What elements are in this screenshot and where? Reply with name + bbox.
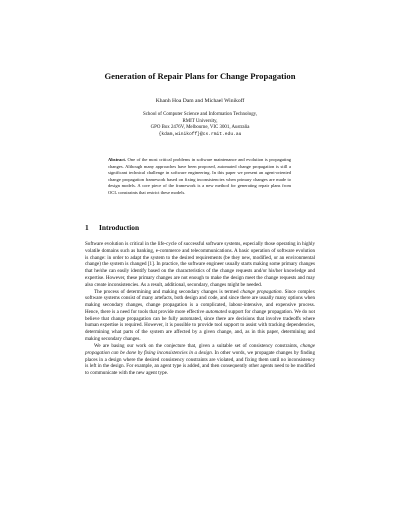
paper-title: Generation of Repair Plans for Change Propagation [104, 71, 296, 81]
affiliation-line-2: RMIT University, [182, 118, 218, 124]
paragraph-3-part-b: . In other words, we propagate changes by finding places in a design where the desired consistency constraints are violated, and fixing them until no inconsistency is left in the design. For example, an agent type is added, and then consequently other agents need to be modified to communicate with the new agent type. [85, 349, 315, 377]
paragraph-2 [85, 289, 315, 343]
abstract-label: Abstract. [108, 157, 127, 162]
paragraph-3 [85, 343, 315, 377]
paper-authors: Khanh Hoa Dam and Michael Winikoff [155, 98, 245, 104]
paragraph-3-emphasis: change propagation can be done by fixing inconsistencies in a design [85, 343, 315, 356]
author-affiliation [60, 112, 340, 138]
author-email: {kdam,winikoff}@cs.rmit.edu.au [158, 131, 242, 137]
paragraph-2-part-c: support for change propagation. We do not believe that change propagation can be fully automated, since there are decisions that involve tradeoffs where human expertise is required. However, it is possible to provide tool support to assist with tracking dependencies, determining what parts of the system are affected by a given change, and, as in this paper, determining and making secondary changes. [85, 308, 315, 342]
section-title: Introduction [99, 223, 140, 232]
section-number: 1 [85, 223, 89, 232]
affiliation-line-1: School of Computer Science and Information Technology, [142, 112, 258, 117]
paragraph-3-part-a: We are basing our work on the conjecture that, given a suitable set of consistency constraints, [94, 343, 301, 350]
paragraph-2-emphasis-2: automated [205, 308, 227, 315]
paragraph-2-part-a: The process of determining and making secondary changes is termed [94, 288, 241, 295]
section-heading [85, 223, 315, 232]
affiliation-line-3: GPO Box 2476V, Melbourne, VIC 3001, Australia [150, 125, 250, 131]
paragraph-1: Software evolution is critical in the life-cycle of successful software systems, especially those operating in highly volatile domains such as banking, e-commerce and telecommunications. A basic operation of software evolution is change: in order to adapt the system to the desired requirements (be they new, modified, or an environmental change) the system is changed [1]. In practice, the software engineer usually starts making some primary changes that he/she can easily identify based on the characteristics of the change requests and/or his/her knowledge and expertise. However, these primary changes are not enough to make the design meet the change requests and may also create inconsistencies. As a result, additional, secondary, changes might be needed. [85, 241, 315, 288]
body-text [85, 241, 315, 377]
paragraph-2-part-b: . Since complex software systems consist of many artefacts, both design and code, and since there are usually many options when making secondary changes, change propagation is a complicated, labour-intensive, and expensive process. Hence, there is a need for tools that provide more effective [85, 288, 315, 315]
abstract [108, 157, 291, 196]
paragraph-2-emphasis-1: change propagation [240, 288, 282, 295]
abstract-text: One of the most critical problems in software maintenance and evolution is propagating changes. Although many approaches have been proposed, automated change propagation is still a significant technical challenge in software engineering. In this paper we present an agent-oriented change propagation framework based on fixing inconsistencies when primary changes are made to design models. A core piece of the framework is a new method for generating repair plans from OCL constraints that restrict these models. [108, 157, 291, 195]
